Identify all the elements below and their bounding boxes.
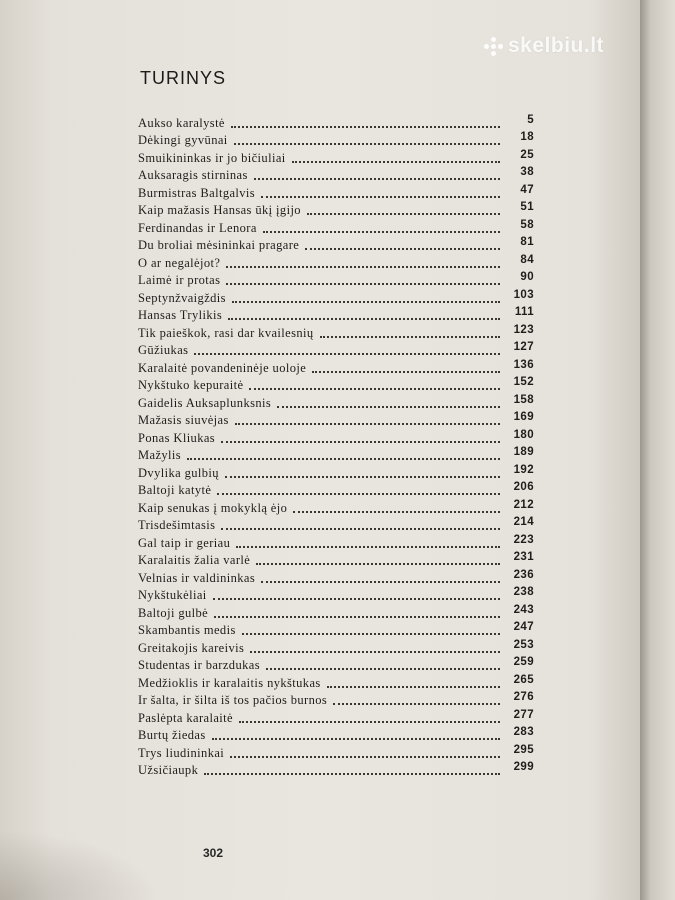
toc-entry-title: Ferdinandas ir Lenora (138, 220, 257, 235)
toc-entry-page: 243 (513, 603, 534, 616)
toc-entry-title: Kaip senukas į mokyklą ėjo (138, 500, 288, 515)
toc-entry-page: 259 (513, 656, 534, 668)
toc-entry (138, 201, 534, 219)
dot-leader (249, 388, 500, 390)
table-of-contents (138, 113, 534, 778)
dot-leader (266, 668, 500, 670)
toc-entry (138, 656, 534, 674)
toc-entry-page: 192 (513, 463, 534, 476)
dot-leader (231, 126, 500, 128)
dot-leader (187, 458, 500, 460)
toc-entry (138, 376, 534, 394)
toc-entry-page: 283 (513, 726, 534, 738)
toc-entry (138, 603, 534, 621)
toc-entry (138, 638, 534, 656)
toc-entry (138, 726, 534, 744)
toc-entry (138, 148, 534, 166)
toc-entry (138, 568, 534, 586)
toc-entry-page: 299 (513, 761, 534, 773)
toc-entry-title: Karalaitė povandeninėje uoloje (138, 360, 307, 375)
dot-leader (235, 423, 500, 425)
toc-entry (138, 306, 534, 324)
toc-entry-title: Burtų žiedas (138, 728, 206, 742)
toc-entry-page: 47 (520, 183, 534, 196)
toc-entry-title: Skambantis medis (138, 623, 236, 637)
toc-entry-page: 81 (520, 236, 534, 248)
dot-leader (250, 651, 500, 653)
toc-entry (138, 428, 534, 446)
dot-leader (292, 161, 500, 163)
toc-entry-title: Burmistras Baltgalvis (138, 185, 256, 200)
dot-leader (277, 406, 500, 408)
dot-leader (333, 703, 500, 705)
toc-entry (138, 743, 534, 761)
watermark-text: skelbiu.lt (508, 34, 605, 57)
toc-entry-title: Velnias ir valdininkas (138, 570, 256, 585)
toc-entry-page: 295 (513, 743, 534, 756)
toc-entry (138, 621, 534, 639)
page-title: TURINYS (140, 68, 227, 88)
dot-leader (217, 493, 500, 495)
toc-entry-title: Studentas ir barzdukas (138, 658, 260, 672)
dot-leader (228, 318, 500, 320)
toc-entry-title: Trys liudininkai (138, 745, 225, 760)
toc-entry-page: 136 (513, 358, 534, 371)
dot-leader (234, 143, 500, 145)
toc-entry-page: 206 (513, 481, 534, 493)
toc-entry (138, 218, 534, 236)
toc-entry-page: 5 (527, 113, 534, 126)
toc-entry-title: Aukso karalystė (138, 115, 225, 130)
toc-entry-page: 38 (520, 166, 534, 178)
toc-entry (138, 183, 534, 201)
toc-entry-title: Smuikininkas ir jo bičiuliai (138, 150, 286, 165)
toc-entry-title: Kaip mažasis Hansas ūkį įgijo (138, 203, 301, 217)
toc-entry-title: Hansas Trylikis (138, 308, 223, 322)
toc-entry-title: Ponas Kliukas (138, 430, 216, 445)
toc-entry-title: Gūžiukas (138, 343, 189, 357)
toc-entry-page: 238 (513, 586, 534, 598)
toc-entry (138, 323, 534, 341)
toc-entry (138, 131, 534, 149)
toc-entry-page: 236 (513, 568, 534, 581)
toc-entry (138, 113, 534, 131)
toc-entry-page: 18 (520, 131, 534, 143)
toc-entry-page: 247 (513, 621, 534, 633)
toc-entry-page: 223 (513, 533, 534, 546)
toc-entry-page: 265 (513, 673, 534, 686)
toc-entry (138, 166, 534, 184)
toc-entry-title: Dvylika gulbių (138, 465, 219, 480)
dot-leader (236, 546, 500, 548)
toc-entry-page: 51 (520, 201, 534, 213)
toc-entry (138, 271, 534, 289)
dot-leader (226, 266, 500, 268)
toc-entry-title: Paslėpta karalaitė (138, 710, 234, 725)
dot-leader (261, 196, 500, 198)
toc-entry-title: Nykštuko kepuraitė (138, 378, 244, 392)
dot-leader (214, 616, 500, 618)
page-shadow (0, 830, 160, 900)
dot-leader (263, 231, 500, 233)
toc-entry-page: 111 (514, 306, 534, 318)
toc-entry (138, 341, 534, 359)
toc-entry (138, 358, 534, 376)
toc-entry (138, 411, 534, 429)
toc-entry-page: 152 (513, 376, 534, 388)
toc-entry (138, 393, 534, 411)
toc-entry (138, 691, 534, 709)
toc-entry-page: 231 (513, 551, 534, 563)
toc-entry-page: 127 (513, 341, 534, 353)
dot-leader (221, 528, 500, 530)
toc-entry-title: Medžioklis ir karalaitis nykštukas (138, 675, 321, 690)
toc-entry-title: Gaidelis Auksaplunksnis (138, 395, 272, 410)
toc-entry-title: Dėkingi gyvūnai (138, 133, 228, 147)
toc-entry (138, 498, 534, 516)
toc-entry-title: Greitakojis kareivis (138, 640, 245, 655)
dot-leader (254, 178, 500, 180)
dot-leader (213, 598, 500, 600)
toc-entry (138, 586, 534, 604)
toc-entry-title: Du broliai mėsininkai pragare (138, 238, 300, 252)
dot-leader (194, 353, 500, 355)
dot-leader (327, 686, 500, 688)
toc-entry-title: Nykštukėliai (138, 588, 207, 602)
toc-entry (138, 673, 534, 691)
toc-entry (138, 708, 534, 726)
toc-entry-title: Auksaragis stirninas (138, 168, 248, 182)
dot-leader (307, 213, 500, 215)
toc-entry-title: Ir šalta, ir šilta iš tos pačios burnos (138, 693, 328, 707)
toc-entry (138, 761, 534, 779)
dot-leader (261, 581, 500, 583)
toc-entry-page: 253 (513, 638, 534, 651)
toc-entry (138, 253, 534, 271)
toc-entry-page: 214 (513, 516, 534, 528)
dot-leader (225, 476, 500, 478)
toc-entry-title: Laimė ir protas (138, 273, 221, 287)
toc-entry-title: Septynžvaigždis (138, 290, 226, 305)
dot-leader (204, 773, 500, 775)
page-edge (640, 0, 675, 900)
toc-entry-title: Karalaitis žalia varlė (138, 553, 251, 567)
toc-entry-page: 123 (513, 323, 534, 336)
toc-entry-page: 103 (513, 288, 534, 301)
toc-entry (138, 446, 534, 464)
toc-entry-title: Baltoji gulbė (138, 605, 209, 620)
dot-leader (256, 563, 500, 565)
dot-leader (232, 301, 500, 303)
toc-entry (138, 516, 534, 534)
dot-leader (226, 283, 500, 285)
toc-entry (138, 533, 534, 551)
toc-entry-title: Užsičiaupk (138, 763, 199, 777)
dot-leader (212, 738, 500, 740)
toc-entry (138, 236, 534, 254)
dot-leader (320, 336, 500, 338)
dot-leader (242, 633, 500, 635)
toc-entry-page: 212 (513, 498, 534, 511)
dot-leader (312, 371, 500, 373)
toc-entry-page: 90 (520, 271, 534, 283)
dot-leader (239, 721, 500, 723)
toc-entry-title: Tik paieškok, rasi dar kvailesnių (138, 325, 314, 340)
toc-entry-title: Trisdešimtasis (138, 518, 216, 532)
dot-leader (221, 441, 500, 443)
dots-logo-icon (484, 37, 503, 56)
watermark (484, 34, 604, 58)
dot-leader (293, 511, 500, 513)
toc-entry-page: 276 (513, 691, 534, 703)
toc-entry (138, 288, 534, 306)
toc-entry-page: 180 (513, 428, 534, 441)
toc-entry-page: 277 (513, 708, 534, 721)
toc-entry-page: 84 (520, 253, 534, 266)
toc-entry-title: Mažasis siuvėjas (138, 413, 229, 427)
toc-entry-page: 169 (513, 411, 534, 423)
toc-entry-page: 189 (513, 446, 534, 458)
toc-entry-page: 58 (520, 218, 534, 231)
toc-entry-title: Gal taip ir geriau (138, 535, 231, 550)
toc-entry-title: Mažylis (138, 448, 182, 462)
dot-leader (230, 756, 500, 758)
toc-entry (138, 481, 534, 499)
toc-entry-page: 25 (520, 148, 534, 161)
toc-entry (138, 463, 534, 481)
toc-entry-title: O ar negalėjot? (138, 255, 221, 270)
toc-entry (138, 551, 534, 569)
dot-leader (305, 248, 500, 250)
toc-entry-page: 158 (513, 393, 534, 406)
toc-entry-title: Baltoji katytė (138, 483, 212, 497)
page-number: 302 (203, 846, 224, 860)
